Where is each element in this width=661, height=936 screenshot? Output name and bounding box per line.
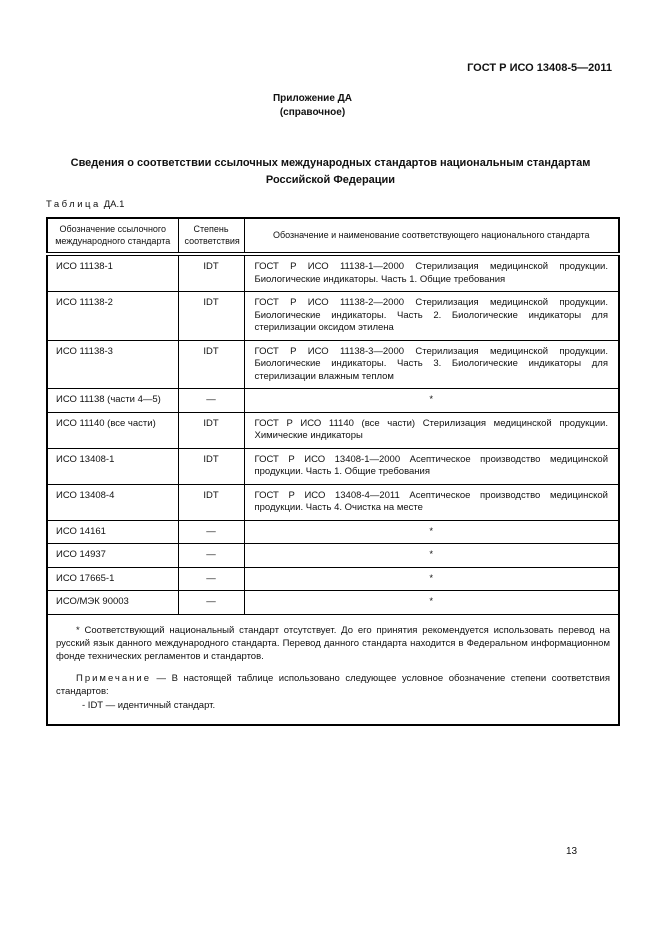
footnote-note-item: - IDT — идентичный стандарт. (82, 699, 216, 711)
degree-cell: IDT (178, 412, 244, 448)
reference-standard-cell: ИСО 14937 (47, 544, 178, 568)
table-row (47, 567, 619, 591)
section-title: Сведения о соответствии ссылочных международных стандартов национальным стандартам Российской Федерации (70, 157, 591, 186)
reference-standard-cell: ИСО 11138-3 (47, 340, 178, 389)
annex-title: Приложение ДА (272, 93, 353, 104)
table-caption (46, 199, 124, 210)
degree-cell: — (178, 591, 244, 615)
degree-cell: IDT (178, 254, 244, 292)
table-row (47, 448, 619, 484)
table-row (47, 254, 619, 292)
document-code: ГОСТ Р ИСО 13408-5—2011 (467, 62, 612, 74)
table-row (47, 292, 619, 341)
national-standard-cell: * (244, 544, 619, 568)
national-standard-cell: * (244, 389, 619, 413)
table-footnote-row (47, 614, 619, 725)
reference-standard-cell: ИСО 13408-4 (47, 484, 178, 520)
degree-cell: — (178, 544, 244, 568)
page-number: 13 (566, 846, 578, 857)
national-standard-cell: * (244, 591, 619, 615)
degree-cell: — (178, 567, 244, 591)
table-row (47, 520, 619, 544)
degree-cell: — (178, 389, 244, 413)
table-body (47, 254, 619, 614)
reference-standard-cell: ИСО/МЭК 90003 (47, 591, 178, 615)
national-standard-cell: ГОСТ Р ИСО 11138-2—2000 Стерилизация медицинской продукции. Биологические индикаторы. Часть 2. Биологические индикаторы для стерилизации оксидом этилена (244, 292, 619, 341)
national-standard-cell: * (244, 567, 619, 591)
footnote-note-label: Примечание (76, 672, 151, 684)
footnote-note (56, 672, 610, 698)
national-standard-cell: ГОСТ Р ИСО 11140 (все части) Стерилизация медицинской продукции. Химические индикаторы (244, 412, 619, 448)
reference-standard-cell: ИСО 11138-1 (47, 254, 178, 292)
table-row (47, 389, 619, 413)
national-standard-cell: ГОСТ Р ИСО 11138-1—2000 Стерилизация медицинской продукции. Биологические индикаторы. Часть 1. Общие требования (244, 254, 619, 292)
reference-standard-cell: ИСО 11138 (части 4—5) (47, 389, 178, 413)
standards-correspondence-table (46, 217, 620, 726)
reference-standard-cell: ИСО 11140 (все части) (47, 412, 178, 448)
national-standard-cell: ГОСТ Р ИСО 13408-1—2000 Асептическое производство медицинской продукции. Часть 1. Общие требования (244, 448, 619, 484)
degree-cell: IDT (178, 448, 244, 484)
table-caption-number: ДА.1 (103, 199, 125, 210)
degree-cell: IDT (178, 484, 244, 520)
footnote-note-text: — В настоящей таблице использовано следующее условное обозначение степени соответствия стандартов: (56, 672, 610, 697)
column-header-reference-standard: Обозначение ссылочного международного стандарта (47, 218, 178, 254)
reference-standard-cell: ИСО 13408-1 (47, 448, 178, 484)
footnote-asterisk-text: * Соответствующий национальный стандарт отсутствует. До его принятия рекомендуется использовать перевод на русский язык данного международного стандарта. Перевод данного стандарта находится в Федеральном информационном фонде технических регламентов и стандартов. (56, 624, 610, 662)
table-row (47, 340, 619, 389)
table-header-row (47, 218, 619, 254)
table-footnote-cell (47, 614, 619, 725)
annex-subtitle: (справочное) (279, 107, 346, 118)
reference-standard-cell: ИСО 14161 (47, 520, 178, 544)
national-standard-cell: ГОСТ Р ИСО 13408-4—2011 Асептическое производство медицинской продукции. Часть 4. Очистка на месте (244, 484, 619, 520)
column-header-national-standard: Обозначение и наименование соответствующего национального стандарта (244, 218, 619, 254)
degree-cell: IDT (178, 292, 244, 341)
national-standard-cell: * (244, 520, 619, 544)
degree-cell: IDT (178, 340, 244, 389)
column-header-degree: Степень соответствия (178, 218, 244, 254)
table-row (47, 484, 619, 520)
table-row (47, 412, 619, 448)
national-standard-cell: ГОСТ Р ИСО 11138-3—2000 Стерилизация медицинской продукции. Биологические индикаторы. Часть 3. Биологические индикаторы для стерилизации влажным теплом (244, 340, 619, 389)
table-row (47, 591, 619, 615)
table-caption-label: Таблица (46, 199, 101, 210)
table-row (47, 544, 619, 568)
reference-standard-cell: ИСО 11138-2 (47, 292, 178, 341)
reference-standard-cell: ИСО 17665-1 (47, 567, 178, 591)
degree-cell: — (178, 520, 244, 544)
